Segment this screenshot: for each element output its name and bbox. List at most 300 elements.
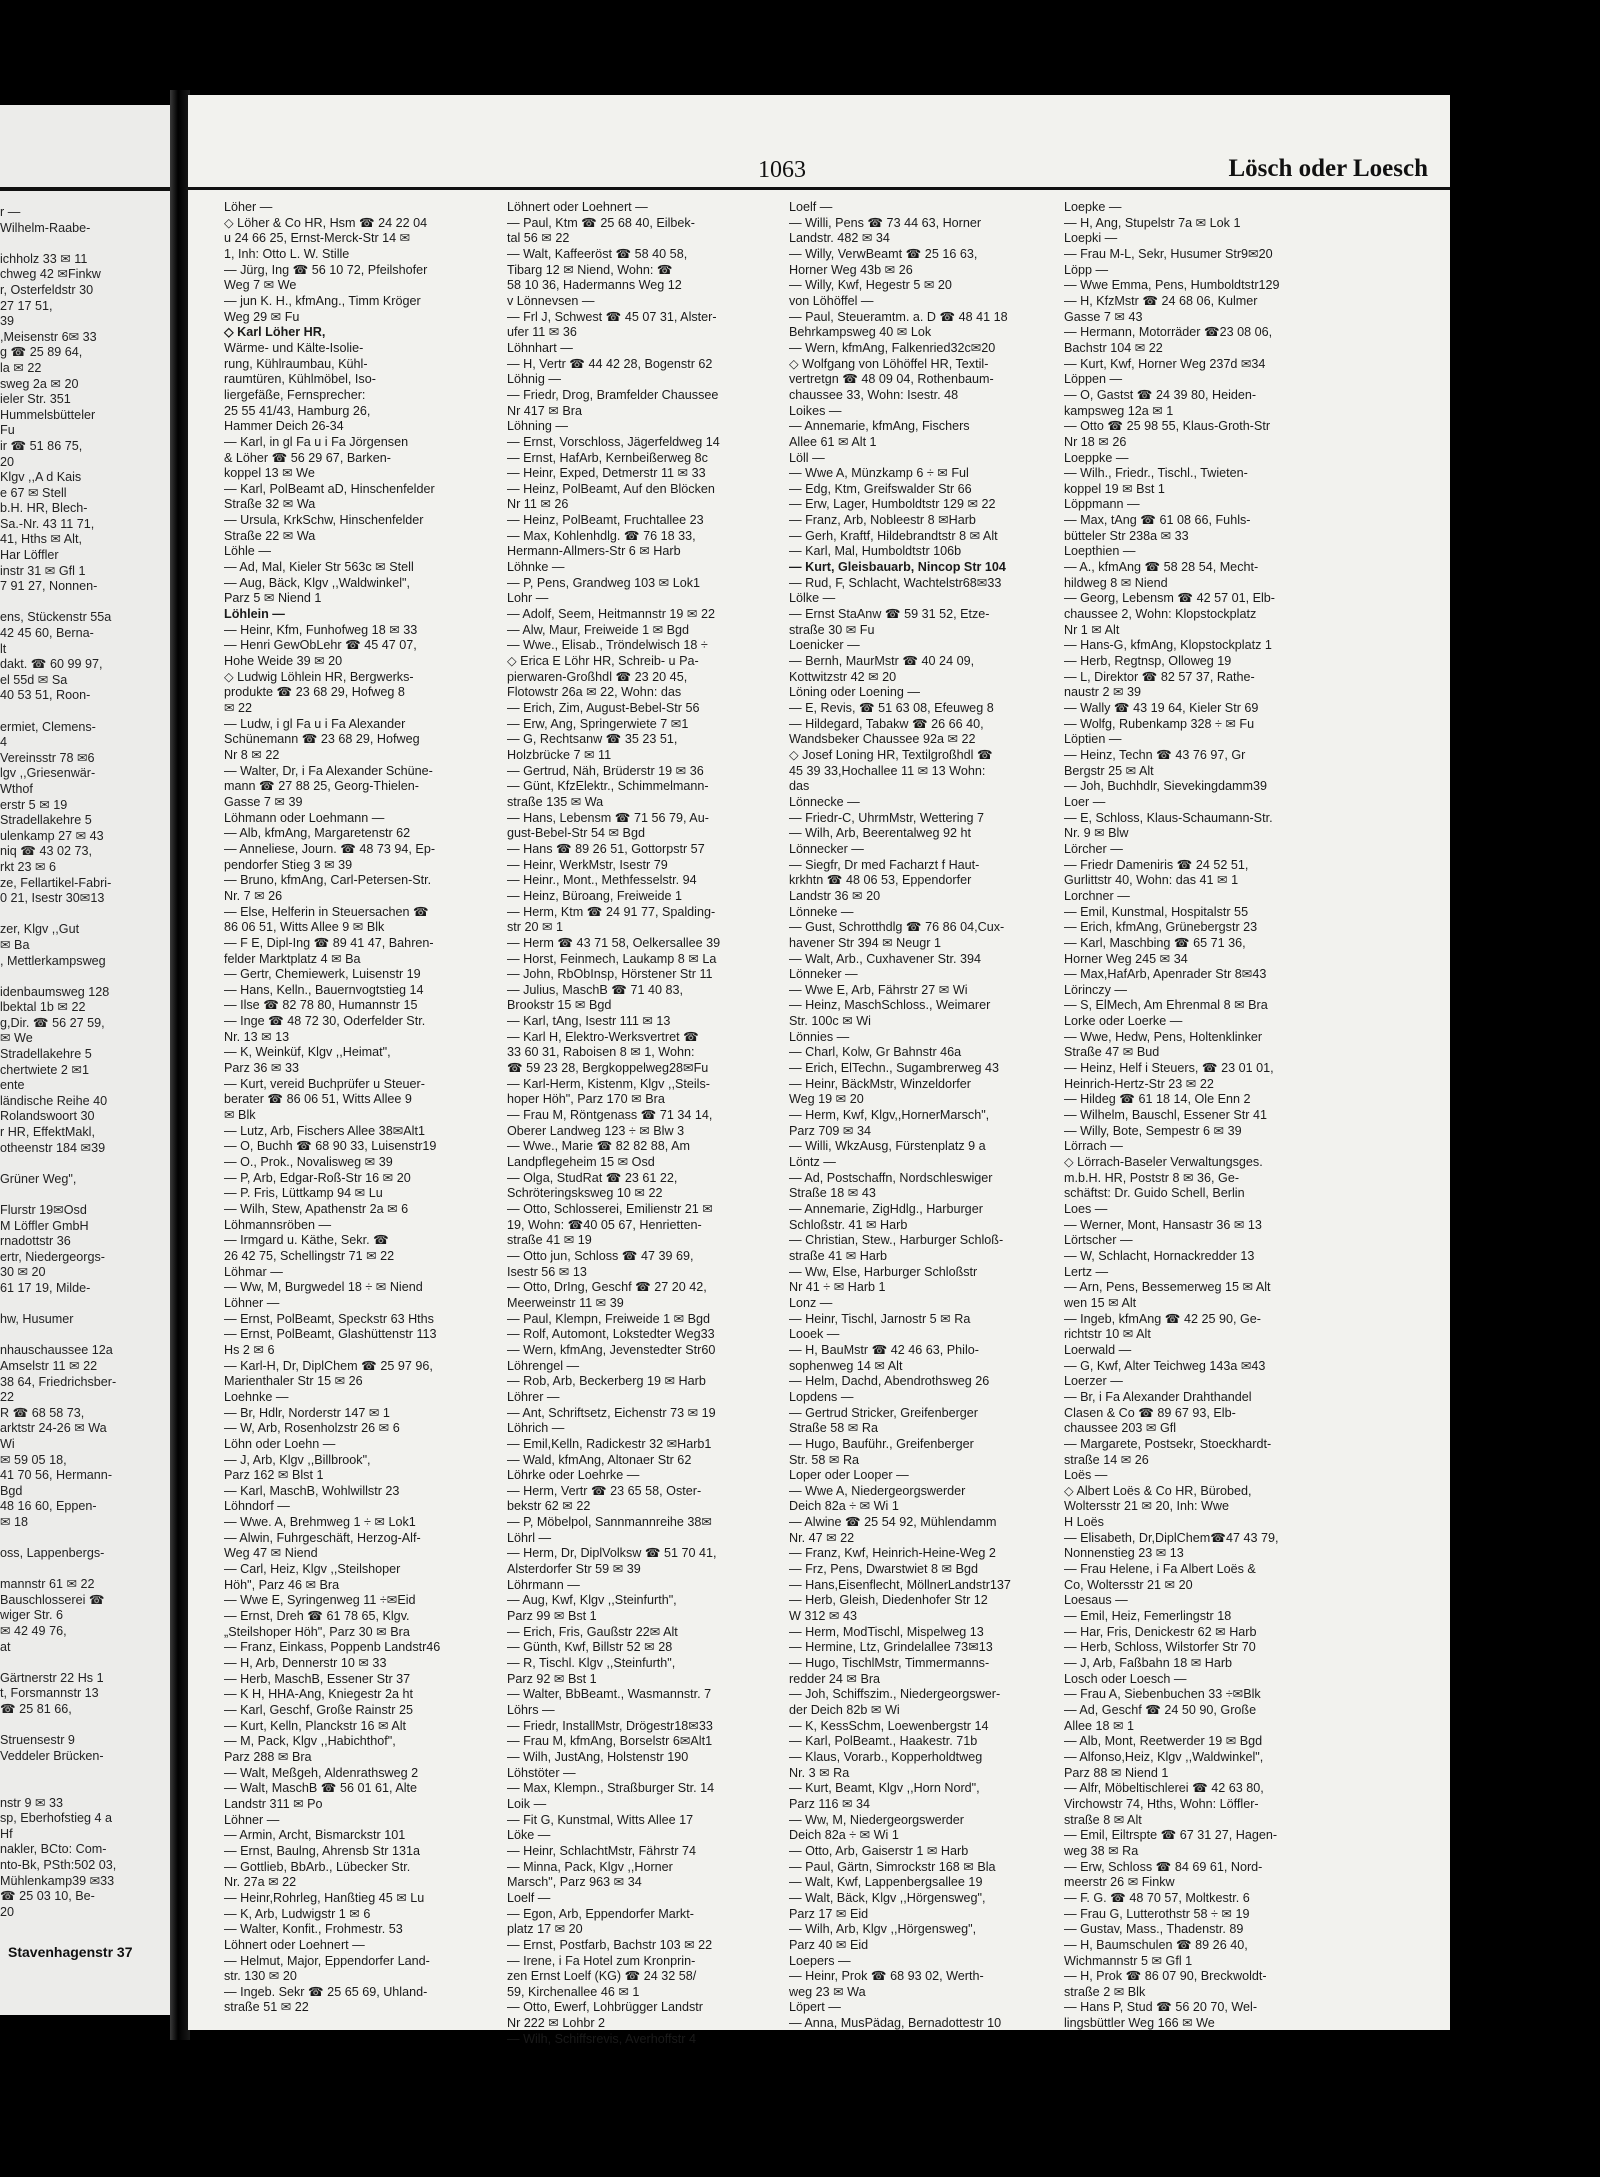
surname-heading: Loerzer — bbox=[1064, 1374, 1123, 1389]
directory-entry-line: — J, Arb, Faßbahn 18 ✉ Harb bbox=[1064, 1656, 1233, 1671]
fragment-line: t, Forsmannstr 13 bbox=[0, 1686, 99, 1701]
directory-entry-line: — K, Weinküf, Klgv ,,Heimat", bbox=[224, 1045, 391, 1060]
directory-entry-line: — Kurt, Gleisbauarb, Nincop Str 104 bbox=[789, 560, 1006, 575]
directory-entry-line: — Ernst, Postfarb, Bachstr 103 ✉ 22 bbox=[507, 1937, 713, 1952]
book-gutter bbox=[170, 90, 190, 2040]
fragment-line bbox=[0, 1328, 116, 1344]
directory-entry-line: — Hermine, Ltz, Grindelallee 73✉13 bbox=[789, 1640, 993, 1655]
fragment-line: oss, Lappenbergs- bbox=[0, 1546, 105, 1561]
directory-entry-line: — Egon, Arb, Eppendorfer Markt- bbox=[507, 1906, 694, 1921]
directory-entry-line: — Paul, Ktm ☎ 25 68 40, Eilbek- bbox=[507, 215, 695, 230]
directory-entry-line: — Heinr,Rohrleg, Hanßtieg 45 ✉ Lu bbox=[224, 1890, 425, 1905]
directory-entry-line: Weg 7 ✉ We bbox=[224, 278, 297, 293]
directory-entry-line: 45 39 33,Hochallee 11 ✉ 13 Wohn: bbox=[789, 763, 986, 778]
directory-entry-line: bütteler Str 238a ✉ 33 bbox=[1064, 528, 1189, 543]
surname-heading: Löhnert oder Loehnert — bbox=[507, 200, 648, 214]
fragment-line: Amselstr 11 ✉ 22 bbox=[0, 1358, 98, 1373]
directory-entry-line: — Charl, Kolw, Gr Bahnstr 46a bbox=[789, 1045, 962, 1060]
directory-entry-line: raumtüren, Kühlmöbel, Iso- bbox=[224, 372, 376, 387]
fragment-line: ente bbox=[0, 1078, 25, 1093]
directory-entry-line: — Walt, Kwf, Lappenbergsallee 19 bbox=[789, 1875, 983, 1890]
surname-heading: Löhning — bbox=[507, 419, 568, 434]
directory-entry-line: — Wilhelm, Bauschl, Essener Str 41 bbox=[1064, 1108, 1267, 1123]
fragment-line: ✉ 59 05 18, bbox=[0, 1452, 67, 1467]
fragment-line: rkt 23 ✉ 6 bbox=[0, 859, 57, 874]
directory-entry-line: — Willi, WkzAusg, Fürstenplatz 9 a bbox=[789, 1139, 986, 1154]
directory-entry-line: — Alw, Maur, Freiweide 1 ✉ Bgd bbox=[507, 622, 690, 637]
page-number: 1063 bbox=[758, 157, 806, 183]
directory-entry-line: Kottwitzstr 42 ✉ 20 bbox=[789, 669, 897, 684]
directory-entry-line: — Minna, Pack, Klgv ,,Horner bbox=[507, 1859, 673, 1874]
directory-entry-line: — P, Arb, Edgar-Roß-Str 16 ✉ 20 bbox=[224, 1170, 411, 1185]
directory-entry-line: — Ernst, Dreh ☎ 61 78 65, Klgv. bbox=[224, 1609, 410, 1624]
fragment-line: wiger Str. 6 bbox=[0, 1608, 63, 1623]
directory-entry-line: — Carl, Heiz, Klgv ,,Steilshoper bbox=[224, 1562, 401, 1577]
directory-entry-line: Clasen & Co ☎ 89 67 93, Elb- bbox=[1064, 1405, 1236, 1420]
fragment-line: Hf bbox=[0, 1826, 13, 1841]
directory-entry-line: Nr 18 ✉ 26 bbox=[1064, 434, 1127, 449]
directory-entry-line: — Wilh, Schiffsrevis, Averhoffstr 4 bbox=[507, 2031, 696, 2046]
surname-heading: Lorke oder Loerke — bbox=[1064, 1014, 1183, 1029]
directory-entry-line: — H, Prok ☎ 86 07 90, Breckwoldt- bbox=[1064, 1969, 1267, 1984]
directory-entry-line: — Emil, Eiltrspte ☎ 67 31 27, Hagen- bbox=[1064, 1828, 1278, 1843]
directory-entry-line: & Löher ☎ 56 29 67, Barken- bbox=[224, 450, 391, 465]
directory-entry-line: 59, Kirchenallee 46 ✉ 1 bbox=[507, 1984, 640, 1999]
fragment-line: hw, Husumer bbox=[0, 1312, 74, 1327]
directory-entry-line: — Heinz, MaschSchloss., Weimarer bbox=[789, 998, 991, 1013]
surname-heading: Lörtscher — bbox=[1064, 1233, 1133, 1248]
directory-entry-line: — P. Fris, Lüttkamp 94 ✉ Lu bbox=[224, 1186, 383, 1201]
directory-entry-line: 58 10 36, Hadermanns Weg 12 bbox=[507, 278, 682, 293]
fragment-line: ☎ 25 81 66, bbox=[0, 1702, 72, 1716]
directory-entry-line: — W, Arb, Rosenholzstr 26 ✉ 6 bbox=[224, 1421, 400, 1436]
directory-entry-line: str 20 ✉ 1 bbox=[507, 920, 564, 935]
directory-entry-line: — Erich, kfmAng, Grünebergstr 23 bbox=[1064, 920, 1258, 935]
directory-entry-line: Horner Weg 245 ✉ 34 bbox=[1064, 951, 1188, 966]
directory-entry-line: — Rud, F, Schlacht, Wachtelstr68✉33 bbox=[789, 575, 1002, 590]
directory-entry-line: Schloßstr. 41 ✉ Harb bbox=[789, 1217, 908, 1232]
directory-entry-line: — Willy, Bote, Sempestr 6 ✉ 39 bbox=[1064, 1123, 1242, 1138]
surname-heading: Löhn oder Loehn — bbox=[224, 1436, 336, 1451]
directory-entry-line: — Hans P, Stud ☎ 56 20 70, Wel- bbox=[1064, 2000, 1258, 2015]
directory-entry-line: — Karl, MaschB, Wohlwillstr 23 bbox=[224, 1483, 400, 1498]
directory-entry-line: — H, BauMstr ☎ 42 46 63, Philo- bbox=[789, 1342, 979, 1357]
directory-entry-line: straße 8 ✉ Alt bbox=[1064, 1812, 1142, 1827]
directory-entry-line: — Erich, ElTechn., Sugambrerweg 43 bbox=[789, 1061, 999, 1076]
directory-entry-line: ☎ 59 23 28, Bergkoppelweg28✉Fu bbox=[507, 1061, 709, 1076]
fragment-line: ✉ 42 49 76, bbox=[0, 1624, 67, 1639]
directory-entry-line: — Arn, Pens, Bessemerweg 15 ✉ Alt bbox=[1064, 1280, 1271, 1295]
directory-entry-line: — Hildeg ☎ 61 18 14, Ole Enn 2 bbox=[1064, 1092, 1251, 1107]
fragment-line: ✉ We bbox=[0, 1031, 33, 1046]
directory-entry-line: — Rolf, Automont, Lokstedter Weg33 bbox=[507, 1327, 715, 1342]
fragment-line bbox=[0, 595, 116, 611]
directory-entry-line: Nr. 9 ✉ Blw bbox=[1064, 826, 1129, 841]
directory-entry-line: — Siegfr, Dr med Facharzt f Haut- bbox=[789, 857, 980, 872]
directory-entry-line: — Heinz, Helf i Steuers, ☎ 23 01 01, bbox=[1064, 1061, 1274, 1076]
surname-heading: Löppmann — bbox=[1064, 497, 1140, 512]
directory-entry-line: — Ant, Schriftsetz, Eichenstr 73 ✉ 19 bbox=[507, 1405, 716, 1420]
fragment-line: arktstr 24-26 ✉ Wa bbox=[0, 1421, 107, 1436]
directory-entry-line: Schünemann ☎ 23 68 29, Hofweg bbox=[224, 732, 420, 747]
directory-entry-line: — H, Ang, Stupelstr 7a ✉ Lok 1 bbox=[1064, 215, 1241, 230]
surname-heading: Loepki — bbox=[1064, 231, 1118, 246]
directory-entry-line: Str. 58 ✉ Ra bbox=[789, 1452, 860, 1467]
directory-entry-line: ✉ Blk bbox=[224, 1108, 256, 1123]
directory-entry-line: — Wwe E, Syringenweg 11 ÷✉Eid bbox=[224, 1593, 416, 1608]
surname-heading: Lönneke — bbox=[789, 904, 854, 919]
fragment-line: 40 53 51, Roon- bbox=[0, 688, 91, 703]
surname-heading: Löning oder Loening — bbox=[789, 685, 920, 700]
surname-heading: Löher — bbox=[224, 200, 273, 214]
directory-entry-line: — Br, i Fa Alexander Drahthandel bbox=[1064, 1389, 1252, 1404]
fragment-line: otheenstr 184 ✉39 bbox=[0, 1140, 106, 1155]
directory-entry-line: — S, ElMech, Am Ehrenmal 8 ✉ Bra bbox=[1064, 998, 1268, 1013]
fragment-line bbox=[0, 1156, 116, 1172]
directory-entry-line: ◇ Löher & Co HR, Hsm ☎ 24 22 04 bbox=[224, 215, 428, 230]
surname-heading: Looek — bbox=[789, 1327, 840, 1342]
directory-entry-line: — Horst, Feinmech, Laukamp 8 ✉ La bbox=[507, 951, 717, 966]
directory-entry-line: — K, KessSchm, Loewenbergstr 14 bbox=[789, 1718, 989, 1733]
directory-entry-line: zen Ernst Loelf (KG) ☎ 24 32 58/ bbox=[507, 1969, 697, 1984]
directory-entry-line: krkhtn ☎ 48 06 53, Eppendorfer bbox=[789, 873, 972, 888]
surname-heading: Loehnke — bbox=[224, 1389, 289, 1404]
fragment-line: Sa.-Nr. 43 11 71, bbox=[0, 516, 95, 531]
directory-entry-line: hoper Höh", Parz 170 ✉ Bra bbox=[507, 1092, 665, 1107]
directory-entry-line: Tibarg 12 ✉ Niend, Wohn: ☎ bbox=[507, 262, 673, 277]
fragment-line: Stradellakehre 5 bbox=[0, 1047, 92, 1062]
directory-entry-line: — Gertr, Chemiewerk, Luisenstr 19 bbox=[224, 967, 421, 982]
directory-entry-line: 1, Inh: Otto L. W. Stille bbox=[224, 246, 350, 261]
surname-heading: Loes — bbox=[1064, 1202, 1108, 1216]
directory-entry-line: Heinrich-Hertz-Str 23 ✉ 22 bbox=[1064, 1076, 1214, 1091]
directory-entry-line: — Max,HafArb, Apenrader Str 8✉43 bbox=[1064, 967, 1267, 982]
directory-entry-line: — Hans,Eisenflecht, MöllnerLandstr137 bbox=[789, 1577, 1011, 1592]
directory-entry-line: — Heinz, PolBeamt, Auf den Blöcken bbox=[507, 481, 715, 496]
directory-entry-line: Parz 5 ✉ Niend 1 bbox=[224, 591, 322, 606]
surname-heading: Losch oder Loesch — bbox=[1064, 1671, 1187, 1686]
directory-entry-line: vertretgn ☎ 48 09 04, Rothenbaum- bbox=[789, 372, 994, 387]
directory-entry-line: — Walter, Dr, i Fa Alexander Schüne- bbox=[224, 763, 433, 778]
directory-entry-line: — E, Revis, ☎ 51 63 08, Efeuweg 8 bbox=[789, 701, 994, 715]
directory-entry-line: — Wwe A, Niedergeorgswerder bbox=[789, 1483, 966, 1498]
surname-heading: Löke — bbox=[507, 1828, 551, 1843]
directory-entry-line: — Inge ☎ 48 72 30, Oderfelder Str. bbox=[224, 1014, 426, 1029]
directory-entry-line: ◇ Karl Löher HR, bbox=[224, 325, 326, 340]
directory-entry-line: 25 55 41/43, Hamburg 26, bbox=[224, 403, 371, 418]
directory-entry-line: Str. 100c ✉ Wi bbox=[789, 1014, 871, 1029]
directory-entry-line: berater ☎ 86 06 51, Witts Allee 9 bbox=[224, 1092, 412, 1107]
directory-entry-line: — Kurt, Kelln, Planckstr 16 ✉ Alt bbox=[224, 1718, 407, 1733]
directory-entry-line: — Willi, Pens ☎ 73 44 63, Horner bbox=[789, 215, 982, 230]
directory-entry-line: — O., Prok., Novalisweg ✉ 39 bbox=[224, 1155, 393, 1170]
surname-heading: Lönnecke — bbox=[789, 794, 860, 809]
directory-entry-line: straße 51 ✉ 22 bbox=[224, 2000, 309, 2015]
surname-heading: Löhmannsröben — bbox=[224, 1217, 332, 1232]
directory-entry-line: — Aug, Bäck, Klgv ,,Waldwinkel", bbox=[224, 575, 410, 590]
directory-entry-line: — G, Rechtsanw ☎ 35 23 51, bbox=[507, 732, 678, 747]
directory-entry-line: 19, Wohn: ☎40 05 67, Henrietten- bbox=[507, 1217, 702, 1232]
surname-heading: Loerwald — bbox=[1064, 1342, 1132, 1357]
directory-entry-line: Marsch", Parz 963 ✉ 34 bbox=[507, 1875, 642, 1890]
fragment-line: idenbaumsweg 128 bbox=[0, 984, 110, 999]
surname-heading: Loeppke — bbox=[1064, 450, 1129, 465]
fragment-line: Veddeler Brücken- bbox=[0, 1748, 104, 1763]
directory-entry-line: — Ernst, Vorschloss, Jägerfeldweg 14 bbox=[507, 434, 720, 449]
fragment-line: lgv ,,Griesenwär- bbox=[0, 766, 96, 781]
directory-entry-line: ◇ Ludwig Löhlein HR, Bergwerks- bbox=[224, 669, 414, 684]
column-3 bbox=[789, 200, 1072, 2032]
directory-entry-line: — Irmgard u. Käthe, Sekr. ☎ bbox=[224, 1233, 389, 1248]
directory-entry-line: — A., kfmAng ☎ 58 28 54, Mecht- bbox=[1064, 560, 1259, 575]
fragment-line: r — bbox=[0, 205, 21, 219]
directory-entry-line: — Alwin, Fuhrgeschäft, Herzog-Alf- bbox=[224, 1530, 421, 1545]
directory-entry-line: — Wwe A, Münzkamp 6 ÷ ✉ Ful bbox=[789, 466, 969, 481]
directory-entry-line: — Kurt, vereid Buchprüfer u Steuer- bbox=[224, 1076, 425, 1091]
directory-entry-line: — Walt, Meßgeh, Aldenrathsweg 2 bbox=[224, 1765, 419, 1780]
directory-entry-line: Nr 1 ✉ Alt bbox=[1064, 622, 1120, 637]
directory-entry-line: Parz 99 ✉ Bst 1 bbox=[507, 1609, 597, 1624]
directory-entry-line: Parz 36 ✉ 33 bbox=[224, 1061, 299, 1076]
directory-entry-line: — Herm, Vertr ☎ 23 65 58, Oster- bbox=[507, 1483, 702, 1498]
directory-entry-line: — Wilh, JustAng, Holstenstr 190 bbox=[507, 1749, 689, 1764]
directory-entry-line: Landstr. 482 ✉ 34 bbox=[789, 231, 890, 246]
directory-entry-line: 26 42 75, Schellingstr 71 ✉ 22 bbox=[224, 1248, 395, 1263]
directory-entry-line: — Heinr, Prok ☎ 68 93 02, Werth- bbox=[789, 1969, 984, 1984]
fragment-line: Bgd bbox=[0, 1483, 23, 1498]
directory-entry-line: Weg 29 ✉ Fu bbox=[224, 309, 300, 324]
directory-entry-line: ◇ Erica E Löhr HR, Schreib- u Pa- bbox=[507, 654, 699, 669]
directory-entry-line: Nr 11 ✉ 26 bbox=[507, 497, 569, 512]
directory-entry-line: — Otto, DrIng, Geschf ☎ 27 20 42, bbox=[507, 1280, 707, 1295]
directory-entry-line: — Har, Fris, Denickestr 62 ✉ Harb bbox=[1064, 1624, 1257, 1639]
directory-entry-line: kampsweg 12a ✉ 1 bbox=[1064, 403, 1174, 418]
directory-entry-line: — Hugo, TischlMstr, Timmermanns- bbox=[789, 1656, 990, 1671]
directory-entry-line: — Erw, Lager, Humboldtstr 129 ✉ 22 bbox=[789, 497, 996, 512]
directory-entry-line: — E, Schloss, Klaus-Schaumann-Str. bbox=[1064, 810, 1273, 825]
directory-entry-line: W 312 ✉ 43 bbox=[789, 1609, 857, 1624]
fragment-line: sweg 2a ✉ 20 bbox=[0, 376, 79, 391]
directory-entry-line: — Lutz, Arb, Fischers Allee 38✉Alt1 bbox=[224, 1123, 425, 1138]
directory-entry-line: Virchowstr 74, Hths, Wohn: Löffler- bbox=[1064, 1796, 1259, 1811]
directory-entry-line: — Wwe, Hedw, Pens, Holtenklinker bbox=[1064, 1029, 1263, 1044]
directory-entry-line: — Erw, Ang, Springerwiete 7 ✉1 bbox=[507, 716, 689, 731]
fragment-line: erstr 5 ✉ 19 bbox=[0, 797, 68, 812]
fragment-line bbox=[0, 1297, 116, 1313]
directory-entry-line: — Wilh., Friedr., Tischl., Twieten- bbox=[1064, 466, 1248, 481]
directory-entry-line: — W, Schlacht, Hornackredder 13 bbox=[1064, 1248, 1255, 1263]
surname-heading: Löhrengel — bbox=[507, 1358, 580, 1373]
fragment-line: 42 45 60, Berna- bbox=[0, 626, 94, 641]
directory-entry-line: — Paul, Gärtn, Simrockstr 168 ✉ Bla bbox=[789, 1859, 996, 1874]
directory-entry-line: Isestr 56 ✉ 13 bbox=[507, 1264, 587, 1279]
fragment-line bbox=[0, 907, 116, 923]
directory-entry-line: — Wally ☎ 43 19 64, Kieler Str 69 bbox=[1064, 701, 1259, 715]
fragment-line: nhauschaussee 12a bbox=[0, 1343, 113, 1358]
fragment-line: M Löffler GmbH bbox=[0, 1218, 89, 1233]
column-2 bbox=[507, 200, 790, 2047]
directory-entry-line: — Heinr, WerkMstr, Isestr 79 bbox=[507, 857, 668, 872]
fragment-line: Fu bbox=[0, 423, 15, 438]
directory-entry-line: — Joh, Buchhdlr, Sievekingdamm39 bbox=[1064, 779, 1268, 794]
directory-entry-line: straße 41 ✉ Harb bbox=[789, 1248, 888, 1263]
directory-entry-line: — Walt, Bäck, Klgv ,,Hörgensweg", bbox=[789, 1890, 986, 1905]
column-4 bbox=[1064, 200, 1347, 2032]
surname-heading: Lönnecker — bbox=[789, 841, 864, 856]
directory-entry-line: — Ernst, Baulng, Ahrensb Str 131a bbox=[224, 1843, 421, 1858]
surname-heading: Löhnig — bbox=[507, 372, 561, 387]
directory-entry-line: — Anna, MusPädag, Bernadottestr 10 bbox=[789, 2016, 1002, 2031]
directory-entry-line: — Günth, Kwf, Billstr 52 ✉ 28 bbox=[507, 1640, 673, 1655]
surname-heading: Löhrl — bbox=[507, 1530, 552, 1545]
directory-entry-line: — Otto, Ewerf, Lohbrügger Landstr bbox=[507, 2000, 704, 2015]
directory-entry-line: — Karl, tAng, Isestr 111 ✉ 13 bbox=[507, 1014, 671, 1029]
surname-heading: Löll — bbox=[789, 450, 825, 465]
directory-entry-line: Nr. 27a ✉ 22 bbox=[224, 1875, 297, 1890]
directory-entry-line: — Alb, Mont, Reetwerder 19 ✉ Bgd bbox=[1064, 1734, 1263, 1749]
fragment-line: chweg 42 ✉Finkw bbox=[0, 267, 101, 282]
fragment-line: 48 16 60, Eppen- bbox=[0, 1499, 97, 1514]
fragment-line: lt bbox=[0, 641, 7, 656]
fragment-line: ✉ 18 bbox=[0, 1514, 29, 1529]
fragment-line: Klgv ,,A d Kais bbox=[0, 470, 82, 485]
fragment-line: ieler Str. 351 bbox=[0, 392, 71, 407]
surname-heading: Löhrs — bbox=[507, 1703, 555, 1717]
fragment-line: Stradellakehre 5 bbox=[0, 813, 92, 828]
directory-entry-line: — P, Pens, Grandweg 103 ✉ Lok1 bbox=[507, 575, 701, 590]
directory-entry-line: — Friedr-C, UhrmMstr, Wettering 7 bbox=[789, 810, 984, 825]
directory-entry-line: — Ad, Postschaffn, Nordschleswiger bbox=[789, 1170, 993, 1185]
surname-heading: Lertz — bbox=[1064, 1264, 1109, 1279]
directory-entry-line: produkte ☎ 23 68 29, Hofweg 8 bbox=[224, 685, 405, 700]
surname-heading: Löhlein — bbox=[224, 607, 285, 622]
directory-entry-line: liergefäße, Fernsprecher: bbox=[224, 387, 366, 402]
fragment-line: Rolandswoort 30 bbox=[0, 1109, 95, 1124]
directory-entry-line: — Jürg, Ing ☎ 56 10 72, Pfeilshofer bbox=[224, 262, 428, 277]
surname-heading: Löhrer — bbox=[507, 1389, 560, 1404]
surname-heading: Loelf — bbox=[507, 1890, 551, 1905]
fragment-line: rnadottstr 36 bbox=[0, 1234, 71, 1249]
surname-heading: Löhmann oder Loehmann — bbox=[224, 810, 385, 825]
fragment-line: 41 70 56, Hermann- bbox=[0, 1468, 113, 1483]
fragment-line: ens, Stückenstr 55a bbox=[0, 610, 112, 625]
fragment-line: 38 64, Friedrichsber- bbox=[0, 1374, 117, 1389]
directory-entry-line: Hs 2 ✉ 6 bbox=[224, 1342, 275, 1357]
directory-entry-line: — Gertrud, Näh, Brüderstr 19 ✉ 36 bbox=[507, 763, 704, 778]
surname-heading: Lölke — bbox=[789, 591, 836, 606]
directory-entry-line: Straße 32 ✉ Wa bbox=[224, 497, 316, 512]
directory-entry-line: ◇ Wolfgang von Löhöffel HR, Textil- bbox=[789, 356, 989, 371]
directory-entry-line: — Frau M, Röntgenass ☎ 71 34 14, bbox=[507, 1108, 713, 1123]
directory-entry-line: Parz 92 ✉ Bst 1 bbox=[507, 1671, 597, 1686]
fragment-line bbox=[0, 236, 116, 252]
directory-entry-line: — Klaus, Vorarb., Kopperholdtweg bbox=[789, 1749, 983, 1764]
directory-entry-line: — Ernst, PolBeamt, Speckstr 63 Hths bbox=[224, 1311, 434, 1326]
surname-heading: Loenicker — bbox=[789, 638, 860, 653]
fragment-line: g,Dir. ☎ 56 27 59, bbox=[0, 1015, 105, 1030]
fragment-line: ulenkamp 27 ✉ 43 bbox=[0, 828, 104, 843]
directory-entry-line: — Alfonso,Heiz, Klgv ,,Waldwinkel", bbox=[1064, 1749, 1264, 1764]
directory-entry-line: Wichmannstr 5 ✉ Gfl 1 bbox=[1064, 1953, 1193, 1968]
directory-entry-line: — Margarete, Postsekr, Stoeckhardt- bbox=[1064, 1436, 1272, 1451]
directory-entry-line: — Wwe., Elisab., Tröndelwisch 18 ÷ bbox=[507, 638, 708, 653]
directory-entry-line: schäftst: Dr. Guido Schell, Berlin bbox=[1064, 1186, 1245, 1201]
fragment-line: ichholz 33 ✉ 11 bbox=[0, 251, 88, 266]
directory-entry-line: — O, Gastst ☎ 24 39 80, Heiden- bbox=[1064, 387, 1257, 402]
directory-entry-line: — Frau M-L, Sekr, Husumer Str9✉20 bbox=[1064, 246, 1273, 261]
directory-entry-line: Bergstr 25 ✉ Alt bbox=[1064, 763, 1154, 778]
directory-entry-line: — Wern, kfmAng, Jevenstedter Str60 bbox=[507, 1342, 716, 1357]
directory-entry-line: — Ludw, i gl Fa u i Fa Alexander bbox=[224, 716, 406, 731]
directory-entry-line: — Emil,Kelln, Radickestr 32 ✉Harb1 bbox=[507, 1436, 712, 1451]
directory-entry-line: — Br, Hdlr, Norderstr 147 ✉ 1 bbox=[224, 1405, 390, 1420]
directory-entry-line: — Fit G, Kunstmal, Witts Allee 17 bbox=[507, 1812, 694, 1827]
directory-entry-line: tal 56 ✉ 22 bbox=[507, 231, 570, 246]
directory-entry-line: — Erich, Fris, Gaußstr 22✉ Alt bbox=[507, 1624, 678, 1639]
surname-heading: Löntz — bbox=[789, 1155, 836, 1170]
directory-entry-line: — Wwe., Marie ☎ 82 82 88, Am bbox=[507, 1139, 690, 1154]
fragment-line: r HR, EffektMakl, bbox=[0, 1125, 95, 1140]
directory-entry-line: — Wwe E, Arb, Fährstr 27 ✉ Wi bbox=[789, 982, 968, 997]
surname-heading: Löhnert oder Loehnert — bbox=[224, 1937, 365, 1952]
directory-entry-line: — Edg, Ktm, Greifswalder Str 66 bbox=[789, 481, 972, 496]
directory-entry-line: havener Str 394 ✉ Neugr 1 bbox=[789, 935, 941, 950]
directory-entry-line: — Heinr, BäckMstr, Winzeldorfer bbox=[789, 1076, 971, 1091]
directory-entry-line: — Annemarie, kfmAng, Fischers bbox=[789, 419, 970, 434]
directory-entry-line: — Kurt, Kwf, Horner Weg 237d ✉34 bbox=[1064, 356, 1266, 371]
directory-entry-line: — Friedr, InstallMstr, Drögestr18✉33 bbox=[507, 1718, 713, 1733]
directory-entry-line: str. 130 ✉ 20 bbox=[224, 1969, 297, 1984]
directory-entry-line: Meerweinstr 11 ✉ 39 bbox=[507, 1295, 624, 1310]
fragment-line: nstr 9 ✉ 33 bbox=[0, 1795, 64, 1810]
directory-entry-line: Nr 8 ✉ 22 bbox=[224, 747, 280, 762]
fragment-line: Mühlenkamp39 ✉33 bbox=[0, 1873, 115, 1888]
fragment-line: instr 31 ✉ Gfl 1 bbox=[0, 563, 86, 578]
directory-entry-line: — Wald, kfmAng, Altonaer Str 62 bbox=[507, 1452, 692, 1467]
fragment-line: dakt. ☎ 60 99 97, bbox=[0, 657, 103, 672]
directory-entry-line: — Christian, Stew., Harburger Schloß- bbox=[789, 1233, 1004, 1248]
directory-entry-line: Bachstr 104 ✉ 22 bbox=[1064, 340, 1163, 355]
surname-heading: Löptien — bbox=[1064, 732, 1122, 747]
directory-entry-line: straße 30 ✉ Fu bbox=[789, 622, 875, 637]
directory-entry-line: — Walt, MaschB ☎ 56 01 61, Alte bbox=[224, 1781, 418, 1796]
previous-page-footer: Stavenhagenstr 37 bbox=[8, 1944, 133, 1960]
fragment-line: at bbox=[0, 1639, 11, 1654]
directory-entry-line: — Karl, PolBeamt aD, Hinschenfelder bbox=[224, 481, 435, 496]
surname-heading: Loik — bbox=[507, 1796, 547, 1811]
directory-entry-line: — Otto, Schlosserei, Emilienstr 21 ✉ bbox=[507, 1202, 713, 1216]
directory-entry-line: — Hans, Kelln., Bauernvogtstieg 14 bbox=[224, 982, 424, 997]
directory-entry-line: Alsterdorfer Str 59 ✉ 39 bbox=[507, 1562, 641, 1577]
surname-heading: Lorchner — bbox=[1064, 888, 1130, 903]
fragment-line: 22 bbox=[0, 1390, 15, 1405]
directory-entry-line: — Walt, Arb., Cuxhavener Str. 394 bbox=[789, 951, 982, 966]
fragment-line: la ✉ 22 bbox=[0, 360, 42, 375]
directory-entry-line: — Herb, Gleish, Diedenhofer Str 12 bbox=[789, 1593, 988, 1608]
directory-entry-line: koppel 13 ✉ We bbox=[224, 466, 315, 481]
fragment-line bbox=[0, 1764, 116, 1780]
surname-heading: Lörcher — bbox=[1064, 841, 1123, 856]
directory-entry-line: Holzbrücke 7 ✉ 11 bbox=[507, 747, 612, 762]
directory-entry-line: koppel 19 ✉ Bst 1 bbox=[1064, 481, 1165, 496]
directory-page bbox=[188, 95, 1450, 2046]
fragment-line bbox=[0, 1530, 116, 1546]
directory-entry-line: — R, Tischl. Klgv ,,Steinfurth", bbox=[507, 1656, 676, 1671]
surname-heading: von Löhöffel — bbox=[789, 293, 874, 308]
directory-entry-line: mann ☎ 27 88 25, Georg-Thielen- bbox=[224, 779, 419, 794]
directory-entry-line: — Günt, KfzElektr., Schimmelmann- bbox=[507, 779, 709, 794]
directory-entry-line: — Elisabeth, Dr,DiplChem☎47 43 79, bbox=[1064, 1530, 1279, 1545]
